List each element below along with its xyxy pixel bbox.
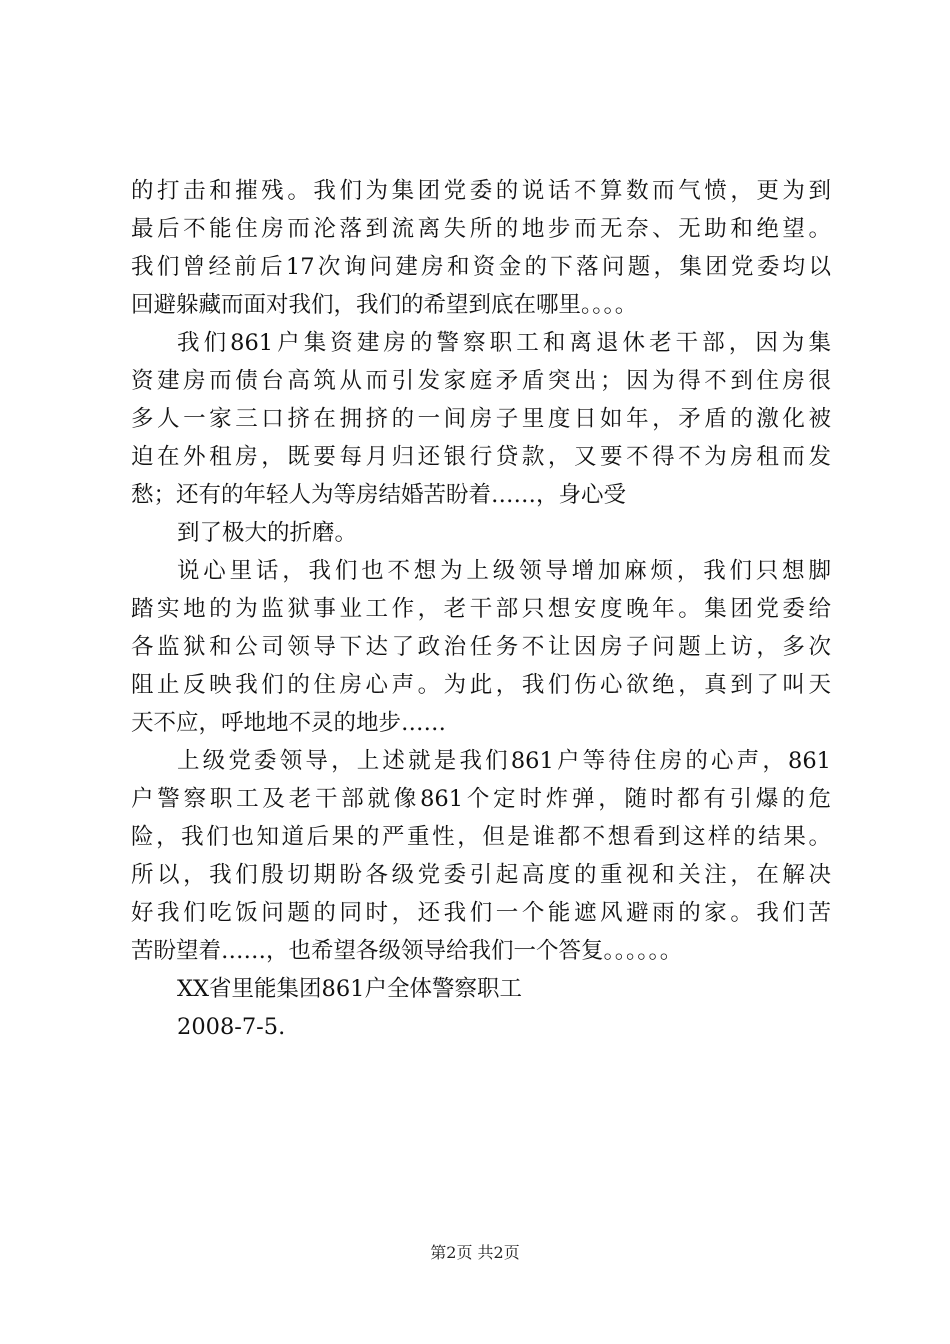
letter-body <box>131 172 831 1046</box>
text-line: 所以，我们殷切期盼各级党委引起高度的重视和关注，在解决 <box>131 862 831 888</box>
text-line: 我们861户集资建房的警察职工和离退休老干部，因为集 <box>177 330 831 356</box>
text-line: 2008-7-5. <box>177 1014 286 1040</box>
text-line: 愁；还有的年轻人为等房结婚苦盼着……，身心受 <box>131 482 627 508</box>
text-line: 的打击和摧残。我们为集团党委的说话不算数而气愤，更为到 <box>131 178 831 204</box>
text-line: 踏实地的为监狱事业工作，老干部只想安度晚年。集团党委给 <box>131 596 831 622</box>
text-line: 户警察职工及老干部就像861个定时炸弹，随时都有引爆的危 <box>131 786 831 812</box>
text-line: 阻止反映我们的住房心声。为此，我们伤心欲绝，真到了叫天 <box>131 672 831 698</box>
text-line: 迫在外租房，既要每月归还银行贷款，又要不得不为房租而发 <box>131 444 831 470</box>
text-line: 各监狱和公司领导下达了政治任务不让因房子问题上访，多次 <box>131 634 831 660</box>
text-line: 说心里话，我们也不想为上级领导增加麻烦，我们只想脚 <box>177 558 831 584</box>
text-line: 资建房而债台高筑从而引发家庭矛盾突出；因为得不到住房很 <box>131 368 831 394</box>
page-number-footer: 第2页 共2页 <box>430 1243 520 1262</box>
text-line: 到了极大的折磨。 <box>177 520 358 546</box>
text-line: 我们曾经前后17次询问建房和资金的下落问题，集团党委均以 <box>131 254 831 280</box>
text-line: 上级党委领导，上述就是我们861户等待住房的心声，861 <box>177 748 831 774</box>
text-line: XX省里能集团861户全体警察职工 <box>177 976 522 1002</box>
text-line: 天不应，呼地地不灵的地步…… <box>131 710 447 736</box>
text-line: 回避躲藏而面对我们，我们的希望到底在哪里。。。。 <box>131 292 638 318</box>
text-line: 苦盼望着……，也希望各级领导给我们一个答复。。。。。。 <box>131 938 683 964</box>
text-line: 最后不能住房而沦落到流离失所的地步而无奈、无助和绝望。 <box>131 216 831 242</box>
text-line: 好我们吃饭问题的同时，还我们一个能遮风避雨的家。我们苦 <box>131 900 831 926</box>
text-line: 险，我们也知道后果的严重性，但是谁都不想看到这样的结果。 <box>131 824 831 850</box>
text-line: 多人一家三口挤在拥挤的一间房子里度日如年，矛盾的激化被 <box>131 406 831 432</box>
